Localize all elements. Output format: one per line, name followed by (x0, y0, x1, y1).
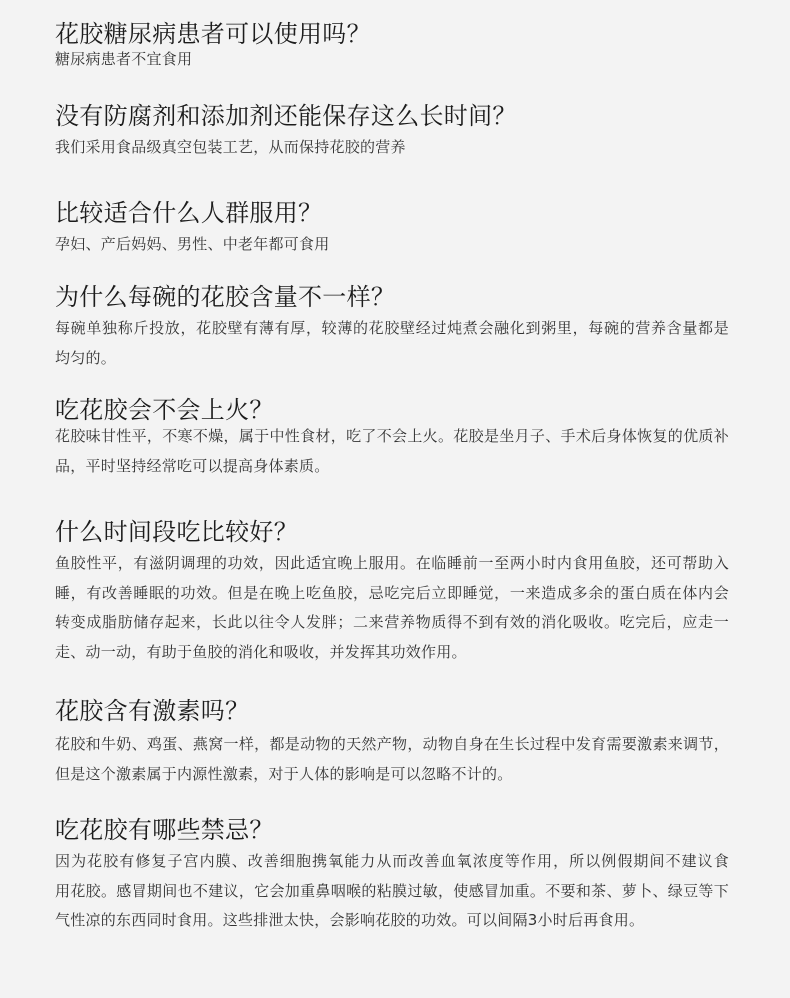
faq-answer (55, 230, 729, 260)
faq-answer-line: 孕妇、产后妈妈、男性、中老年都可食用 (55, 235, 330, 253)
faq-question: 比较适合什么人群服用？ (55, 199, 323, 227)
faq-answer-line: 用花胶。感冒期间也不建议，它会加重鼻咽喉的粘膜过敏，使感冒加重。不要和茶、萝卜、绿豆等下 (55, 881, 729, 900)
faq-item-suitable-people (55, 197, 729, 260)
faq-answer (55, 314, 729, 373)
faq-answer (55, 847, 729, 936)
faq-answer-line: 转变成脂肪储存起来，长此以往令人发胖；二来营养物质得不到有效的消化吸收。吃完后，应走一 (55, 613, 729, 631)
faq-question: 吃花胶有哪些禁忌？ (55, 816, 274, 844)
faq-item-hormones (55, 695, 729, 789)
faq-answer-line: 走、动一动，有助于鱼胶的消化和吸收，并发挥其功效作用。 (55, 642, 467, 661)
faq-answer-line: 气性凉的东西同时食用。这些排泄太快，会影响花胶的功效。可以间隔3小时后再食用。 (55, 911, 645, 929)
faq-item-internal-heat (55, 394, 729, 481)
faq-item-diabetes (55, 18, 729, 75)
faq-answer (55, 45, 729, 75)
faq-answer-line: 糖尿病患者不宜食用 (55, 50, 193, 68)
faq-question: 为什么每碗的花胶含量不一样？ (55, 283, 396, 311)
faq-answer-line: 鱼胶性平，有滋阴调理的功效，因此适宜晚上服用。在临睡前一至两小时内食用鱼胶，还可帮助入 (55, 554, 729, 572)
faq-answer-line: 品，平时坚持经常吃可以提高身体素质。 (55, 456, 330, 475)
faq-answer-line: 但是这个激素属于内源性激素，对于人体的影响是可以忽略不计的。 (55, 764, 513, 783)
faq-question: 吃花胶会不会上火？ (55, 396, 274, 424)
faq-answer-line: 均匀的。 (55, 348, 117, 367)
faq-answer-line: 花胶味甘性平，不寒不燥，属于中性食材，吃了不会上火。花胶是坐月子、手术后身体恢复的优质补 (55, 427, 729, 445)
faq-item-best-time (55, 516, 729, 667)
faq-answer (55, 133, 729, 163)
faq-answer-line: 睡，有改善睡眠的功效。但是在晚上吃鱼胶，忌吃完后立即睡觉，一来造成多余的蛋白质在体内会 (55, 583, 729, 602)
faq-question: 没有防腐剂和添加剂还能保存这么长时间？ (55, 102, 517, 130)
faq-question: 花胶糖尿病患者可以使用吗？ (55, 20, 371, 48)
faq-answer (55, 730, 729, 789)
faq-item-content-variation (55, 281, 729, 373)
faq-answer-line: 因为花胶有修复子宫内膜、改善细胞携氧能力从而改善血氧浓度等作用，所以例假期间不建议食 (55, 852, 729, 870)
faq-question: 花胶含有激素吗？ (55, 697, 250, 725)
faq-question: 什么时间段吃比较好？ (55, 518, 298, 546)
faq-answer (55, 422, 729, 481)
faq-answer-line: 我们采用食品级真空包装工艺，从而保持花胶的营养 (55, 138, 406, 156)
faq-answer (55, 549, 729, 667)
faq-item-taboos (55, 814, 729, 936)
faq-answer-line: 每碗单独称斤投放，花胶壁有薄有厚，较薄的花胶壁经过炖煮会融化到粥里，每碗的营养含量都是 (55, 319, 729, 337)
faq-answer-line: 花胶和牛奶、鸡蛋、燕窝一样，都是动物的天然产物，动物自身在生长过程中发育需要激素来调节， (55, 735, 729, 753)
faq-item-shelf-life (55, 100, 729, 163)
